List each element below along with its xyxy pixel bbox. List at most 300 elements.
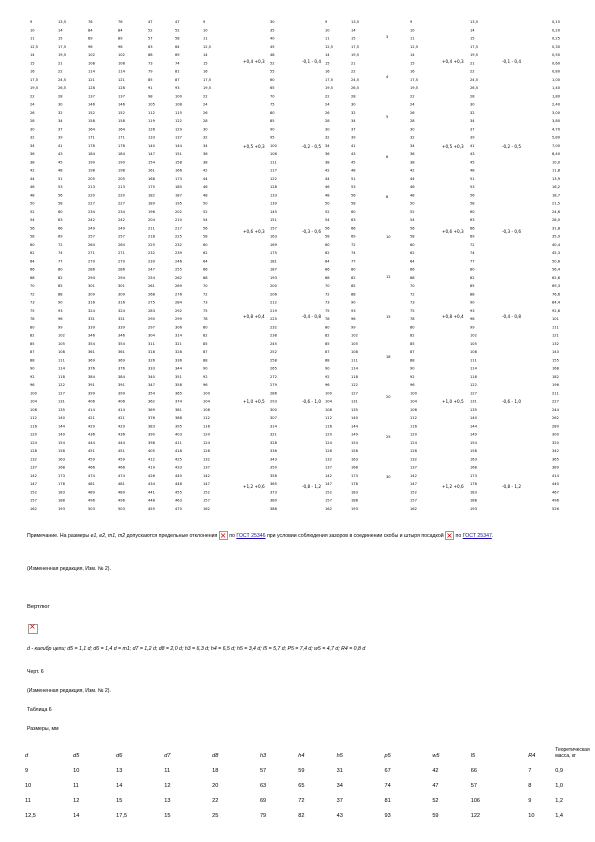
cell-right-d: 22: [325, 94, 330, 99]
cell-d3: 242: [118, 218, 125, 222]
cell-mid: 80: [270, 110, 275, 115]
cell-d4: 326: [148, 358, 155, 363]
cell-right-d2: 14: [410, 53, 415, 57]
cell-mass: 121: [552, 333, 559, 338]
cell-right-d: 10: [325, 28, 330, 33]
cell-mid: 85: [270, 119, 275, 123]
cell-d3: 294: [118, 275, 125, 280]
note-mid: допускаются предельные отклонения: [125, 533, 219, 539]
cell-right-d1: 37: [351, 127, 356, 132]
cell-d4: 419: [148, 465, 155, 470]
cell-d3: 89: [118, 36, 123, 41]
cell-d2: 84: [88, 28, 93, 33]
tolerance-b: -0,8 - 1,2: [302, 484, 322, 489]
note-end: .: [491, 533, 494, 539]
cell-mid: 60: [270, 77, 275, 82]
cell-d3: 503: [118, 506, 125, 511]
cell-d2: 213: [88, 185, 95, 189]
cell-d4: 347: [148, 383, 155, 387]
cell-d3: 249: [118, 226, 125, 231]
cell-mid: 314: [270, 424, 277, 429]
cell-right-d3: 28: [470, 94, 475, 99]
cell-right-d1: 63: [351, 218, 356, 222]
cell-d3: 489: [118, 490, 125, 495]
cell-right-d2: 108: [410, 407, 417, 412]
cell-d1: 39: [58, 135, 63, 140]
cell-right-d1: 77: [351, 259, 356, 264]
cell-d2: 376: [88, 366, 95, 371]
cell-d5: 351: [175, 374, 182, 379]
cell-right-d: 80: [325, 325, 330, 330]
cell-d2: 436: [88, 432, 95, 437]
cell-right-d3: 193: [470, 506, 477, 511]
note-italic: e1, e2, m1, m2: [90, 533, 126, 539]
cell-right-d3: 135: [470, 407, 477, 412]
cell-right-d2: 75: [410, 308, 415, 313]
cell-right-d1: 72: [351, 242, 356, 247]
table-cell: 122: [470, 812, 481, 819]
cell-right-d: 68: [325, 275, 330, 280]
cell-mass: 45,3: [552, 251, 561, 255]
gost-25347-link[interactable]: ГОСТ 25347: [462, 533, 492, 539]
cell-d6: 70: [203, 284, 208, 288]
cell-d6: 104: [203, 399, 210, 404]
cell-d: 92: [30, 374, 35, 379]
cell-d4: 290: [148, 317, 155, 321]
cell-mid: 343: [270, 457, 277, 462]
cell-right-d1: 69: [351, 234, 356, 239]
cell-right-d1: 108: [351, 350, 358, 354]
cell-d3: 361: [118, 350, 125, 354]
cell-mid: 139: [270, 201, 277, 206]
cell-d3: 316: [118, 300, 125, 305]
cell-d5: 388: [175, 416, 182, 420]
cell-d3: 152: [118, 110, 125, 115]
cell-d5: 180: [175, 185, 182, 189]
cell-right-d1: 56: [351, 193, 356, 198]
cell-mid: 245: [270, 341, 277, 346]
table-row: [25, 763, 595, 778]
cell-d4: 434: [148, 482, 155, 486]
cell-right-d: 52: [325, 209, 330, 214]
cell-d6: 132: [203, 457, 210, 462]
cell-mass: 342: [552, 449, 559, 453]
cell-d4: 119: [148, 119, 155, 123]
cell-d6: 38: [203, 160, 208, 165]
cell-right-d2: 15: [410, 61, 415, 66]
cell-d1: 56: [58, 193, 63, 198]
cell-d5: 52: [175, 28, 180, 33]
cell-right-d2: 162: [410, 506, 417, 511]
cell-d2: 279: [88, 259, 95, 264]
cell-right-d2: 9: [410, 20, 413, 24]
table-cell: 67: [384, 767, 391, 774]
cell-d1: 34: [58, 119, 63, 123]
cell-d3: 121: [118, 77, 125, 82]
cell-d4: 189: [148, 201, 155, 206]
cell-right-d2: 78: [410, 317, 415, 321]
cell-d1: 144: [58, 424, 65, 429]
cell-d1: 45: [58, 160, 63, 165]
cell-d4: 68: [148, 53, 153, 57]
cell-mid: 193: [270, 275, 277, 280]
cell-right-d2: 26: [410, 110, 415, 115]
cell-d3: 301: [118, 284, 125, 288]
cell-right-d1: 60: [351, 209, 356, 214]
cell-right-d1: 144: [351, 424, 358, 429]
cell-d6: 90: [203, 366, 208, 371]
cell-right-d1: 158: [351, 449, 358, 453]
cell-d2: 164: [88, 127, 95, 132]
cell-right-d1: 96: [351, 317, 356, 321]
cell-d1: 118: [58, 374, 65, 379]
cell-right-d: 78: [325, 317, 330, 321]
cell-d4: 47: [148, 20, 153, 24]
cell-d4: 85: [148, 77, 153, 82]
cell-d: 100: [30, 391, 37, 396]
cell-mid: 95: [270, 135, 275, 140]
cell-d5: 166: [175, 168, 182, 173]
cell-d3: 146: [118, 102, 125, 107]
table-cell: 11: [164, 767, 171, 774]
table-row: [25, 793, 595, 808]
tolerance-a: +0,8 +0,4: [243, 314, 265, 319]
cell-d3: 466: [118, 465, 125, 470]
cell-right-d1: 34: [351, 119, 356, 123]
cell-d4: 225: [148, 242, 155, 247]
cell-right-d2: 54: [410, 218, 415, 222]
cell-d6: 9: [203, 20, 206, 24]
cell-d2: 301: [88, 284, 95, 288]
tolerance-a: +1,0 +0,5: [243, 399, 265, 404]
cell-mass: 21,5: [552, 201, 561, 206]
cell-right-d: 56: [325, 226, 330, 231]
cell-d4: 140: [148, 143, 155, 148]
cell-d5: 306: [175, 325, 182, 330]
cell-d6: 85: [203, 341, 208, 346]
cell-right-d3: 168: [470, 465, 477, 470]
cell-d1: 193: [58, 506, 65, 511]
column-header: d: [25, 753, 29, 759]
cell-d3: 421: [118, 416, 125, 420]
cell-d4: 154: [148, 160, 155, 165]
cell-d1: 66: [58, 226, 63, 231]
cell-right-d: 11: [325, 36, 330, 41]
cell-d5: 81: [175, 69, 180, 74]
tolerance-b: -0,2 - 0,5: [302, 144, 322, 149]
note-paragraph: Примечание. На размеры e1, e2, m1, m2 допускаются предельные отклонения × по ГОСТ 25346 при условии соблюдения зазоров в соединении скобы и штыря посадкой × по ГОСТ 25347.: [27, 530, 567, 543]
cell-d: 87: [30, 350, 35, 354]
cell-d4: 57: [148, 36, 153, 41]
table-cell: 8: [528, 782, 532, 789]
cell-d: 162: [30, 506, 37, 511]
cell-mid: 328: [270, 440, 277, 445]
cell-mass: 227: [552, 399, 559, 404]
cell-d2: 421: [88, 416, 95, 420]
cell-d: 11: [30, 36, 35, 41]
cell-right-d: 66: [325, 267, 330, 272]
cell-right-d: 72: [325, 292, 330, 297]
cell-right-d2: 88: [410, 358, 415, 363]
table-row: [25, 808, 595, 823]
cell-right-d2: 87: [410, 350, 415, 354]
cell-mass: 300: [552, 432, 559, 437]
cell-center: 12: [386, 275, 391, 279]
cell-d6: 46: [203, 185, 208, 189]
cell-d4: 390: [148, 432, 155, 437]
cell-d4: 441: [148, 490, 155, 495]
cell-right-d3: 34: [470, 119, 475, 123]
column-header: l5: [470, 753, 476, 759]
cell-mid: 238: [270, 333, 277, 338]
table-cell: 79: [259, 812, 267, 819]
cell-mass: 31,8: [552, 226, 561, 231]
cell-d1: 173: [58, 473, 65, 478]
cell-right-d: 46: [325, 185, 330, 189]
cell-right-d2: 24: [410, 102, 415, 107]
cell-d3: 227: [118, 201, 125, 206]
cell-d5: 292: [175, 308, 182, 313]
cell-d4: 126: [148, 127, 155, 132]
tolerance-a-right: +0,4 +0,3: [442, 59, 464, 64]
cell-d6: 42: [203, 168, 208, 173]
note-after-link1: при условии соблюдения зазоров в соединении скобы и штыря посадкой: [265, 533, 446, 539]
cell-d: 66: [30, 267, 35, 272]
cell-right-d3: 93: [470, 308, 475, 313]
cell-d2: 399: [88, 391, 95, 396]
cell-mid: 65: [270, 86, 275, 90]
cell-mid: 350: [270, 465, 277, 470]
cell-d3: 102: [118, 53, 125, 57]
cell-mid: 212: [270, 300, 277, 305]
cell-mid: 373: [270, 490, 277, 495]
cell-right-d1: 111: [351, 358, 358, 363]
cell-right-d1: 45: [351, 160, 356, 165]
cell-right-d2: 124: [410, 440, 417, 445]
tolerance-b-right: -0,2 - 0,5: [502, 144, 522, 149]
cell-mid: 321: [270, 432, 277, 437]
cell-right-d1: 51: [351, 176, 356, 181]
cell-d6: 32: [203, 135, 208, 140]
cell-d5: 344: [175, 366, 182, 371]
cell-d1: 17,5: [58, 44, 67, 49]
cell-d1: 149: [58, 432, 65, 437]
tolerance-b-right: -0,8 - 1,2: [502, 484, 522, 489]
cell-d1: 85: [58, 284, 63, 288]
cell-d: 32: [30, 135, 35, 140]
cell-mass: 76,6: [552, 292, 561, 297]
cell-d6: 100: [203, 391, 210, 396]
cell-d1: 168: [58, 465, 65, 470]
cell-d2: 361: [88, 350, 95, 354]
cell-mass: 0,20: [552, 28, 561, 33]
note-prefix: Примечание. На размеры: [27, 533, 91, 539]
cell-d6: 10: [203, 28, 208, 33]
cell-d1: 28: [58, 94, 63, 99]
cell-right-d1: 24,5: [351, 77, 360, 82]
cell-right-d1: 43: [351, 152, 356, 156]
cell-right-d1: 154: [351, 440, 358, 445]
cell-mid: 163: [270, 234, 277, 239]
cell-d3: 84: [118, 28, 123, 33]
cell-mid: 35: [270, 28, 275, 33]
cell-d2: 271: [88, 251, 95, 255]
cell-right-d2: 90: [410, 366, 415, 371]
cell-mid: 358: [270, 473, 277, 478]
cell-d: 73: [30, 300, 35, 305]
cell-right-d: 137: [325, 465, 332, 470]
cell-right-d: 50: [325, 201, 330, 206]
cell-d6: 137: [203, 465, 210, 470]
cell-center: 15: [386, 315, 391, 319]
cell-d: 147: [30, 482, 37, 486]
cell-right-d: 112: [325, 416, 332, 420]
cell-d3: 384: [118, 374, 125, 379]
cell-mass: 50,6: [552, 259, 561, 264]
cell-d1: 82: [58, 275, 63, 280]
cell-mass: 496: [552, 498, 559, 503]
cell-d5: 64: [175, 44, 180, 49]
cell-mass: 18,7: [552, 193, 561, 198]
caliber-formula: d - калибр цепи; d5 = 1,1 d; d6 = 1,4 d = m1; d7 = 1,2 d; d8 = 2,0 d; h3 = 6,3 d; h4 = 6,5 d; h5 = 3,4 d; l5 = 5,7 d; P5 = 7,4 d; w5 = 4,7 d; R4 = 0,8 d: [27, 646, 366, 652]
cell-right-d1: 82: [351, 275, 356, 280]
cell-right-d3: 39: [470, 135, 475, 140]
cell-d6: 15: [203, 61, 208, 66]
table-cell: 59: [298, 767, 305, 774]
cell-d1: 74: [58, 251, 63, 255]
cell-d: 26: [30, 110, 35, 115]
cell-d: 24: [30, 102, 35, 107]
cell-d3: 234: [118, 209, 125, 214]
table-cell: 20: [212, 782, 219, 789]
cell-right-d: 24: [325, 102, 330, 107]
table-cell: 0,9: [555, 767, 563, 774]
cell-d1: 93: [58, 308, 63, 313]
cell-d5: 433: [175, 465, 182, 470]
cell-d1: 51: [58, 176, 63, 181]
cell-right-d2: 46: [410, 185, 415, 189]
cell-d1: 140: [58, 416, 65, 420]
column-header: R4: [528, 753, 536, 759]
cell-mid: 258: [270, 358, 277, 363]
cell-d1: 158: [58, 449, 65, 453]
cell-d6: 75: [203, 308, 208, 313]
cell-right-d2: 12,5: [410, 44, 419, 49]
column-header: d6: [116, 753, 123, 759]
table-cell: 52: [432, 797, 439, 804]
cell-d: 88: [30, 358, 35, 363]
cell-right-d3: 131: [470, 399, 477, 404]
table-cell: 15: [164, 812, 171, 819]
table-cell: 63: [259, 782, 267, 789]
cell-d2: 242: [88, 218, 95, 222]
cell-d: 80: [30, 325, 35, 330]
cell-right-d2: 82: [410, 333, 415, 338]
cell-mass: 262: [552, 416, 559, 420]
cell-right-d: 64: [325, 259, 330, 264]
cell-mass: 182: [552, 374, 559, 379]
cell-d4: 168: [148, 176, 155, 181]
cell-d2: 294: [88, 275, 95, 280]
cell-right-d2: 68: [410, 275, 415, 280]
cell-d6: 66: [203, 267, 208, 272]
cell-right-d3: 72: [470, 242, 475, 247]
cell-right-d: 73: [325, 300, 330, 305]
cell-d5: 202: [175, 209, 182, 214]
tolerance-b-right: -0,1 - 0,4: [502, 59, 522, 64]
cell-right-d: 14: [325, 53, 330, 57]
cell-d: 75: [30, 308, 35, 313]
cell-mass: 0,60: [552, 61, 561, 66]
cell-right-d2: 11: [410, 36, 415, 41]
cell-d6: 80: [203, 325, 208, 330]
cell-d6: 92: [203, 374, 208, 379]
table-cell: 1,0: [555, 782, 563, 789]
cell-right-d2: 16: [410, 69, 415, 74]
cell-d6: 152: [203, 490, 210, 495]
cell-right-d2: 32: [410, 135, 415, 140]
cell-mid: 252: [270, 350, 277, 354]
cell-right-d1: 88: [351, 292, 356, 297]
cell-right-d1: 66: [351, 226, 356, 231]
cell-right-d3: 188: [470, 498, 477, 503]
table-body: [25, 763, 595, 823]
cell-d6: 116: [203, 424, 210, 429]
cell-right-d: 108: [325, 407, 332, 412]
table-cell: 11: [73, 782, 79, 789]
cell-d2: 481: [88, 482, 95, 486]
cell-d1: 90: [58, 300, 63, 305]
cell-d4: 239: [148, 259, 155, 264]
gost-25346-link[interactable]: ГОСТ 25346: [236, 533, 266, 539]
cell-mid: 187: [270, 267, 277, 272]
cell-right-d3: 122: [470, 383, 477, 387]
cell-right-d: 147: [325, 482, 332, 486]
cell-right-d2: 52: [410, 209, 415, 214]
table-cell: 59: [432, 812, 439, 819]
cell-right-d3: 48: [470, 168, 475, 173]
cell-d5: 122: [175, 119, 182, 123]
column-header: Теоретическая масса, кг: [555, 747, 590, 759]
cell-right-d: 54: [325, 218, 330, 222]
cell-d2: 190: [88, 160, 95, 165]
cell-d6: 34: [203, 143, 208, 148]
cell-d4: 211: [148, 226, 155, 231]
cell-d5: 151: [175, 152, 182, 156]
cell-d4: 79: [148, 69, 153, 74]
cell-d: 90: [30, 366, 35, 371]
cell-d1: 58: [58, 201, 63, 206]
cell-right-d1: 22: [351, 69, 356, 74]
cell-d4: 311: [148, 341, 155, 346]
cell-d4: 376: [148, 416, 155, 420]
table-cell: 12: [73, 797, 80, 804]
table-cell: 14: [116, 782, 123, 789]
cell-d1: 88: [58, 292, 63, 297]
cell-d5: 100: [175, 94, 182, 99]
cell-mass: 155: [552, 358, 559, 363]
cell-d5: 255: [175, 267, 182, 272]
cell-right-d2: 137: [410, 465, 417, 470]
cell-right-d1: 53: [351, 185, 356, 189]
cell-d1: 111: [58, 358, 65, 363]
cell-right-d1: 99: [351, 325, 356, 330]
cell-d3: 279: [118, 259, 125, 264]
cell-right-d3: 21: [470, 61, 475, 66]
cell-d3: 137: [118, 94, 125, 99]
cell-right-d3: 13,5: [470, 20, 479, 24]
cell-d1: 43: [58, 152, 63, 156]
